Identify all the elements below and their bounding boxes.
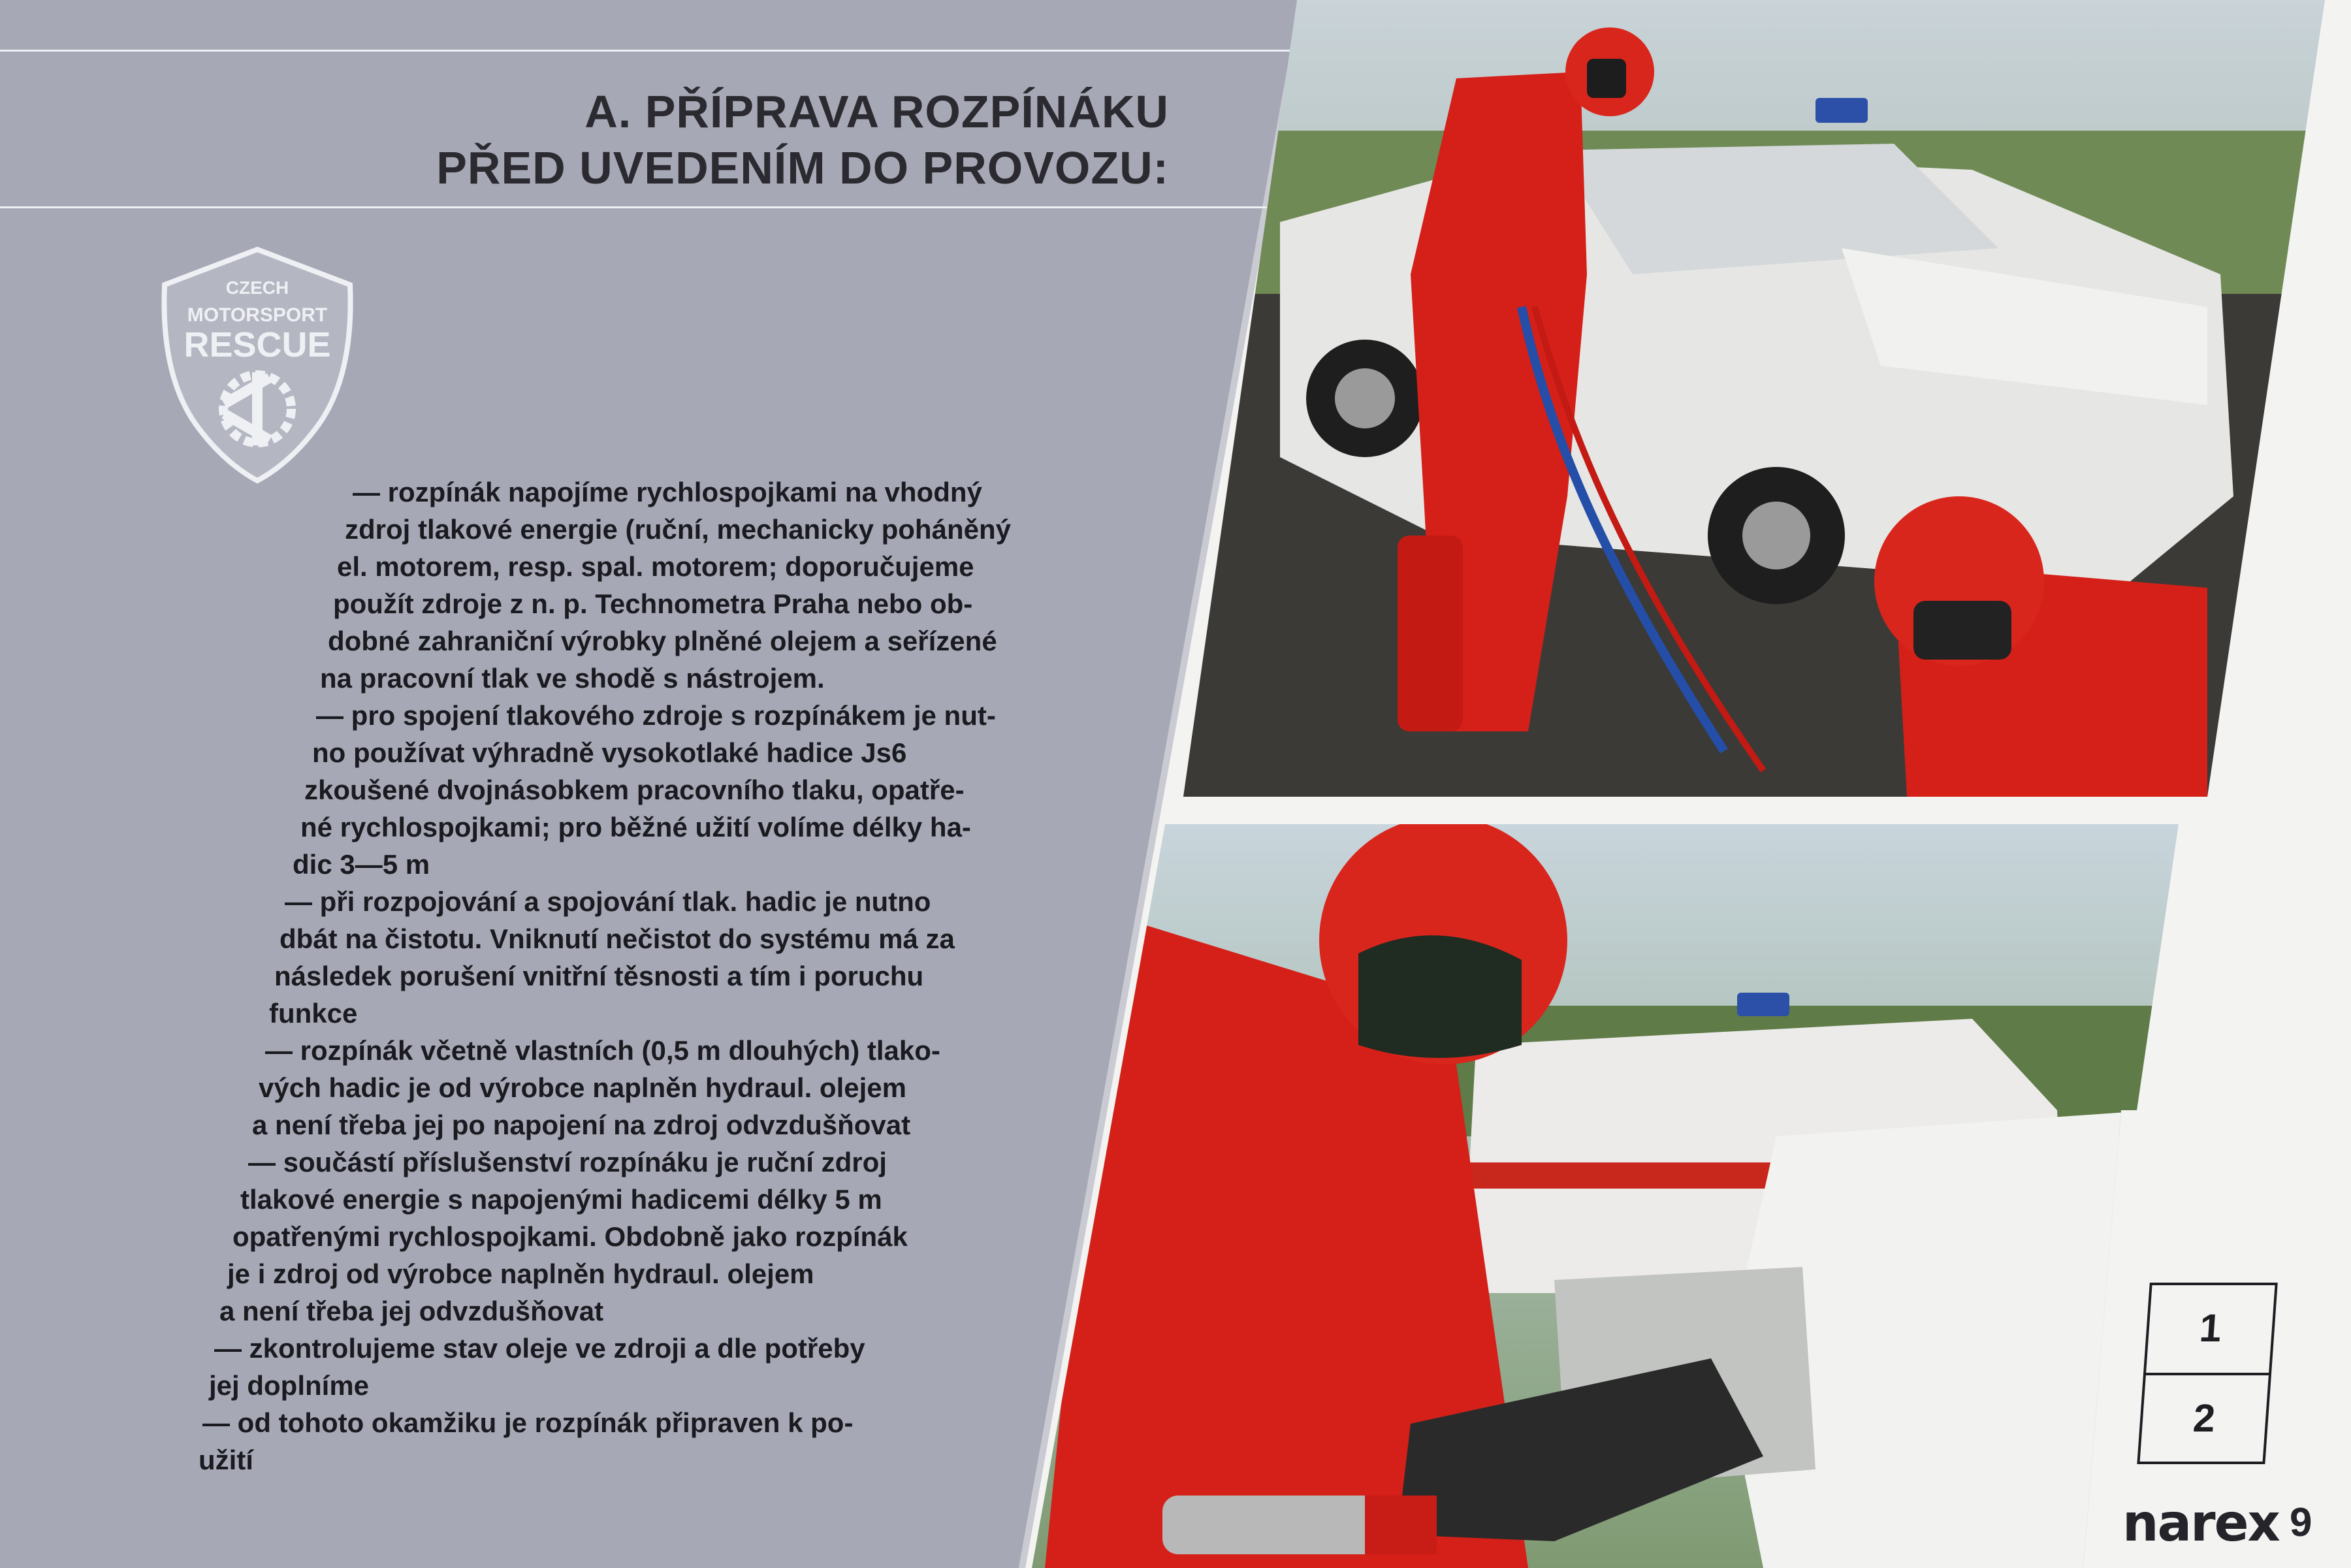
photo-index-1: 1 [2143,1283,2278,1374]
instruction-line: na pracovní tlak ve shodě s nástrojem. [320,663,825,694]
instruction-line: — rozpínák včetně vlastních (0,5 m dlouhých) tlako- [265,1035,940,1066]
instruction-line: následek porušení vnitřní těsnosti a tím i poruchu [274,961,924,991]
page-number: 9 [2290,1500,2312,1545]
instruction-line: — součástí příslušenství rozpínáku je ruční zdroj [248,1147,887,1177]
photo-index-2: 2 [2137,1373,2271,1464]
heading-line-2: PŘED UVEDENÍM DO PROVOZU: [436,142,1169,193]
instruction-line: — rozpínák napojíme rychlospojkami na vhodný [353,477,982,507]
instruction-line: el. motorem, resp. spal. motorem; doporučujeme [337,551,974,582]
logo-text-motorsport: MOTORSPORT [187,304,328,326]
brand-logo-text: narex [2122,1494,2279,1553]
heading-line-1: A. PŘÍPRAVA ROZPÍNÁKU [584,86,1169,137]
section-heading [436,84,1169,196]
logo-text-czech: CZECH [225,278,289,298]
photo-index-box [2137,1283,2278,1465]
instruction-line: opatřenými rychlospojkami. Obdobně jako rozpínák [232,1221,908,1252]
instruction-line: — od tohoto okamžiku je rozpínák připraven k po- [202,1407,854,1438]
instructions-text [144,473,1123,1479]
instruction-line: funkce [269,998,358,1029]
instruction-line: je i zdroj od výrobce naplněn hydraul. olejem [227,1258,814,1289]
logo-text-rescue: RESCUE [184,325,331,364]
instruction-line: — pro spojení tlakového zdroje s rozpínákem je nut- [316,700,996,731]
instruction-line: zkoušené dvojnásobkem pracovního tlaku, opatře- [304,775,965,805]
rescue-logo-badge [154,244,360,486]
instruction-line: jej doplníme [209,1370,370,1401]
instruction-line: dobné zahraniční výrobky plněné olejem a seřízené [328,626,997,656]
instruction-line: vých hadic je od výrobce naplněn hydraul. olejem [259,1072,906,1103]
instruction-line: zdroj tlakové energie (ruční, mechanicky poháněný [345,514,1011,545]
instruction-line: užití [199,1445,253,1475]
instruction-line: no používat výhradně vysokotlaké hadice Js6 [312,737,907,768]
heading-rule [0,206,1267,208]
instruction-line: a není třeba jej odvzdušňovat [219,1296,604,1326]
instruction-line: — zkontrolujeme stav oleje ve zdroji a dle potřeby [214,1333,865,1364]
instruction-line: a není třeba jej po napojení na zdroj odvzdušňovat [252,1110,911,1140]
instruction-line: použít zdroje z n. p. Technometra Praha nebo ob- [333,588,973,619]
top-rule [0,50,1300,52]
instruction-line: tlakové energie s napojenými hadicemi délky 5 m [240,1184,882,1215]
instruction-line: — při rozpojování a spojování tlak. hadic je nutno [285,886,931,917]
instruction-line: né rychlospojkami; pro běžné užití volíme délky ha- [300,812,971,842]
instruction-line: dic 3—5 m [293,849,430,880]
instruction-line: dbát na čistotu. Vniknutí nečistot do systému má za [280,923,955,954]
